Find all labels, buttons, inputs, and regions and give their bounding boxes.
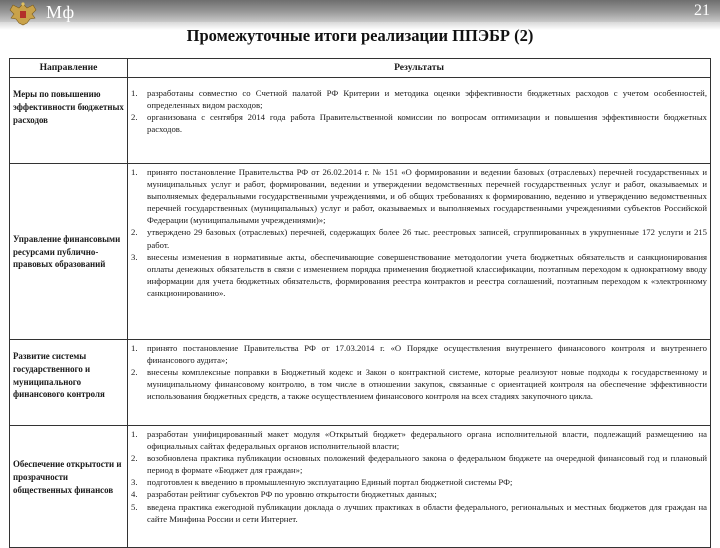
list-item: 1. разработаны совместно со Счетной палатой РФ Критерии и методика оценки эффективности бюджетных расходов с учетом особенностей, определенных видом расходов; [131, 88, 707, 111]
table-header-row [10, 59, 711, 78]
slide-title: Промежуточные итоги реализации ППЭБР (2) [186, 26, 534, 45]
table-row [10, 164, 711, 340]
list-item: 2. внесены комплексные поправки в Бюджетный кодекс и Закон о контрактной системе, которые реализуют новые подходы к государственному и муниципальному финансовому контролю, в том числе в отношении закупок, связанные с ориентацией контроля на обеспечение эффективности использования бюджетных средств, а также осуществлением финансового контроля на всех стадиях закупочного цикла. [131, 367, 707, 402]
list-item: 2. организована с сентября 2014 года работа Правительственной комиссии по вопросам оптимизации и повышения эффективности бюджетных расходов. [131, 112, 707, 135]
header-band [0, 0, 720, 22]
column-header-results: Результаты [128, 59, 711, 78]
direction-cell [10, 426, 128, 548]
direction-label: Управление финансовыми ресурсами публично-правовых образований [13, 233, 121, 270]
list-item: 1. принято постановление Правительства РФ от 17.03.2014 г. «О Порядке осуществления внутреннего финансового контроля и внутреннего финансового аудита»; [131, 343, 707, 366]
table-row [10, 340, 711, 426]
column-header-direction: Направление [10, 59, 128, 78]
list-item: 4. разработан рейтинг субъектов РФ по уровню открытости бюджетных данных; [131, 489, 437, 500]
results-cell [128, 164, 711, 340]
results-table [9, 58, 711, 548]
list-item: 2. утверждено 29 базовых (отраслевых) перечней, содержащих более 26 тыс. реестровых записей, сгруппированных в укрупненные 172 услуги и 215 работ. [131, 227, 707, 250]
list-item: 5. введена практика ежегодной публикации доклада о лучших практиках в области федерального, региональных и местных бюджетов для граждан на сайте Минфина России и сети Интернет. [131, 501, 707, 524]
direction-cell [10, 164, 128, 340]
results-cell [128, 426, 711, 548]
list-item: 2. возобновлена практика публикации основных положений федерального закона о федеральном бюджете на очередной финансовый год и плановый период в формате «Бюджет для граждан»; [131, 453, 707, 476]
list-item: 3. внесены изменения в нормативные акты, обеспечивающие совершенствование методологии учета бюджетных обязательств и санкционирования оплаты денежных обязательств в связи с изменением порядка применения бюджетной классификации, поэтапным переходом к однократному вводу информации для учета бюджетных обязательств, формирования реестра контрактов и реестра соглашений, поэтапным переходом к «электронному санкционированию». [131, 251, 707, 298]
page-number: 21 [694, 2, 710, 19]
direction-cell [10, 78, 128, 164]
direction-label: Обеспечение открытости и прозрачности общественных финансов [13, 459, 122, 495]
list-item: 1. разработан унифицированный макет модуля «Открытый бюджет» федерального органа исполнительной власти, подлежащий размещению на официальных сайтах федеральных органов исполнительной власти; [131, 429, 707, 452]
coat-of-arms-icon [6, 1, 40, 27]
direction-label: Развитие системы государственного и муниципального финансового контроля [13, 351, 105, 400]
list-item: 3. подготовлен к введению в промышленную эксплуатацию Единый портал бюджетной системы РФ; [131, 477, 513, 488]
list-item: 1. принято постановление Правительства РФ от 26.02.2014 г. № 151 «О формировании и ведении базовых (отраслевых) перечней государственных и муниципальных услуг и работ, формировании, ведении и утверждении ведомственных перечней государственных услуг и работ, оказываемых и выполняемых федеральными государственными учреждениями, и об общих требованиях к формированию, ведению и утверждению ведомственных перечней государственных (муниципальных) услуг и работ, оказываемых и выполняемых государственными учреждениями субъектов Российской Федерации (муниципальными учреждениями)»; [131, 167, 707, 226]
direction-label: Меры по повышению эффективности бюджетных расходов [13, 89, 124, 125]
table-row [10, 78, 711, 164]
table-row [10, 426, 711, 548]
brand-logo-text: Мф [46, 2, 75, 22]
results-cell [128, 340, 711, 426]
direction-cell [10, 340, 128, 426]
results-cell [128, 78, 711, 164]
